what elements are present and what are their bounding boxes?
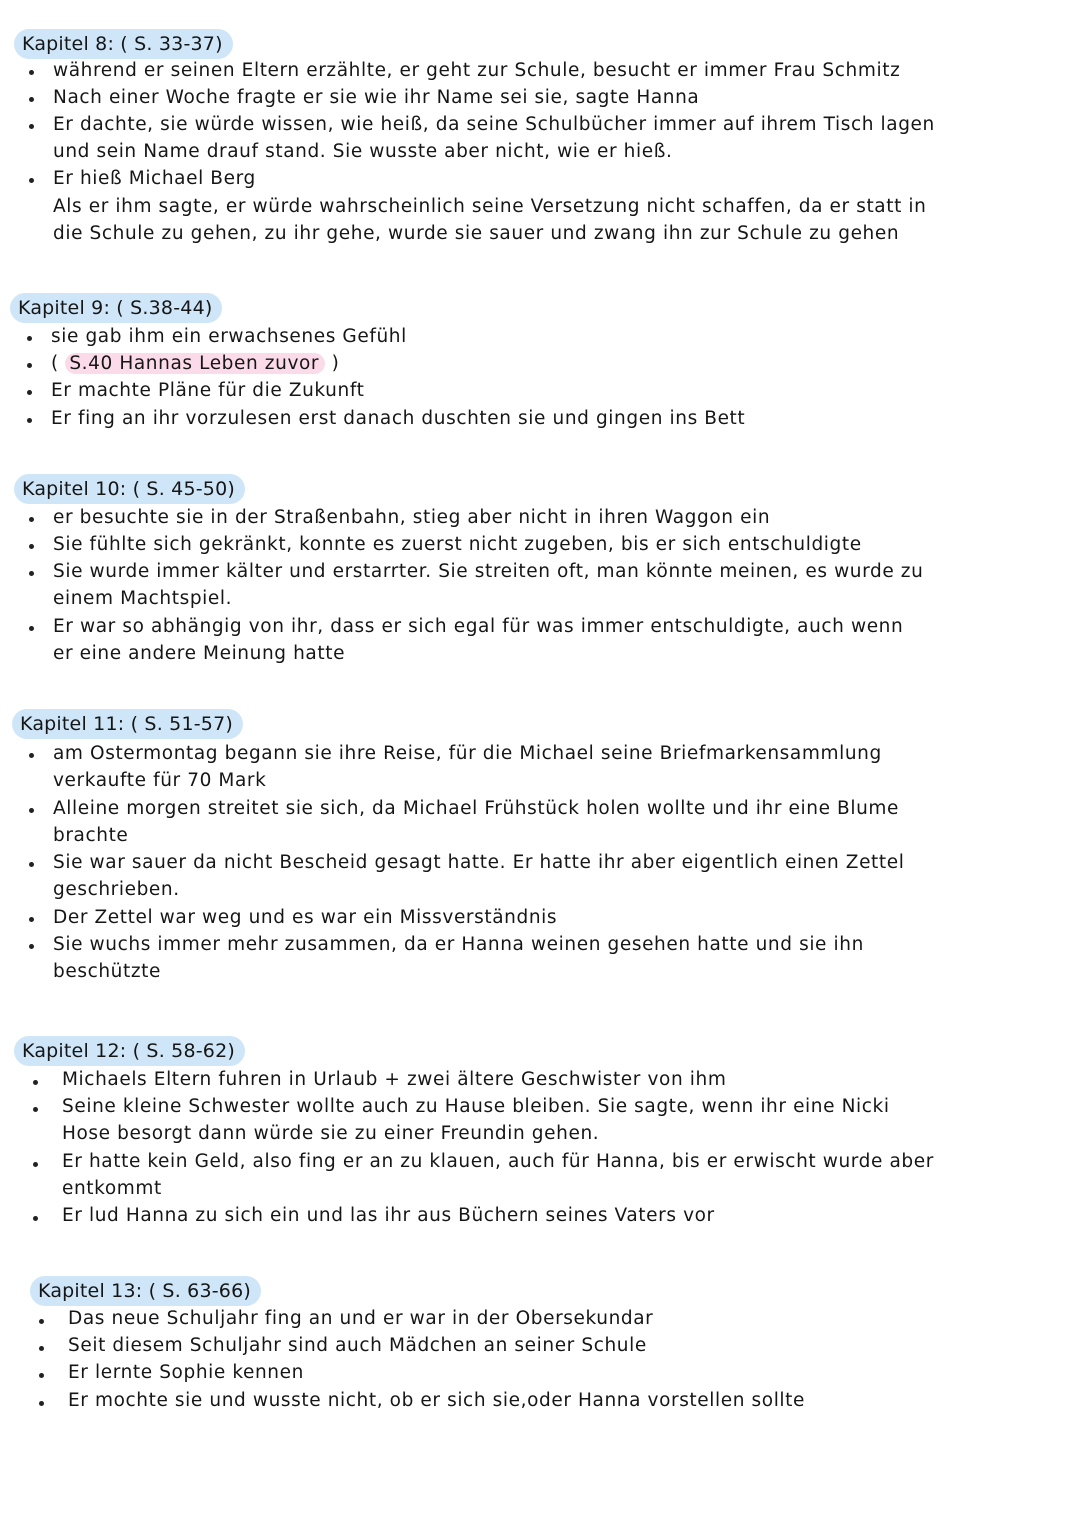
bullet-icon <box>27 336 32 341</box>
chapter-heading: Kapitel 9: ( S.38-44) <box>10 293 222 323</box>
bullet-icon <box>39 1346 44 1351</box>
note-line: Als er ihm sagte, er würde wahrscheinlich seine Versetzung nicht schaffen, da er statt in <box>53 196 927 217</box>
bullet-icon <box>29 808 34 813</box>
note-line: Alleine morgen streitet sie sich, da Michael Frühstück holen wollte und ihr eine Blume <box>53 798 899 819</box>
note-line: Sie wuchs immer mehr zusammen, da er Hanna weinen gesehen hatte und sie ihn <box>53 934 864 955</box>
bullet-icon <box>29 944 34 949</box>
note-line: Er lernte Sophie kennen <box>68 1362 304 1383</box>
bullet-icon <box>29 571 34 576</box>
note-line: Er machte Pläne für die Zukunft <box>51 380 365 401</box>
bullet-icon <box>29 544 34 549</box>
note-line: entkommt <box>62 1178 162 1199</box>
note-line: Der Zettel war weg und es war ein Missverständnis <box>53 907 558 928</box>
note-line: Er war so abhängig von ihr, dass er sich egal für was immer entschuldigte, auch wenn <box>53 616 904 637</box>
note-line: Michaels Eltern fuhren in Urlaub + zwei ältere Geschwister von ihm <box>62 1069 727 1090</box>
chapter-heading: Kapitel 11: ( S. 51-57) <box>12 709 243 739</box>
chapter-heading: Kapitel 8: ( S. 33-37) <box>14 29 233 59</box>
note-line: er besuchte sie in der Straßenbahn, stieg aber nicht in ihren Waggon ein <box>53 507 771 528</box>
bullet-icon <box>29 626 34 631</box>
note-line: während er seinen Eltern erzählte, er geht zur Schule, besucht er immer Frau Schmitz <box>53 60 901 81</box>
bullet-icon <box>39 1373 44 1378</box>
note-line: und sein Name drauf stand. Sie wusste aber nicht, wie er hieß. <box>53 141 673 162</box>
note-line-with-highlight <box>51 350 339 377</box>
bullet-icon <box>29 124 34 129</box>
note-line: sie gab ihm ein erwachsenes Gefühl <box>51 326 407 347</box>
note-line: Seit diesem Schuljahr sind auch Mädchen an seiner Schule <box>68 1335 647 1356</box>
close-paren: ) <box>331 353 340 374</box>
bullet-icon <box>29 862 34 867</box>
bullet-icon <box>39 1319 44 1324</box>
note-line: am Ostermontag begann sie ihre Reise, für die Michael seine Briefmarkensammlung <box>53 743 882 764</box>
note-line: Das neue Schuljahr fing an und er war in der Obersekundar <box>68 1308 654 1329</box>
note-line: Sie war sauer da nicht Bescheid gesagt hatte. Er hatte ihr aber eigentlich einen Zettel <box>53 852 905 873</box>
note-line: Hose besorgt dann würde sie zu einer Freundin gehen. <box>62 1123 600 1144</box>
note-line: Seine kleine Schwester wollte auch zu Hause bleiben. Sie sagte, wenn ihr eine Nicki <box>62 1096 890 1117</box>
note-line: Er hatte kein Geld, also fing er an zu klauen, auch für Hanna, bis er erwischt wurde aber <box>62 1151 934 1172</box>
note-line: einem Machtspiel. <box>53 588 233 609</box>
bullet-icon <box>29 178 34 183</box>
bullet-icon <box>33 1216 38 1221</box>
note-line: verkaufte für 70 Mark <box>53 770 267 791</box>
note-line: beschützte <box>53 961 161 982</box>
bullet-icon <box>39 1401 44 1406</box>
bullet-icon <box>33 1162 38 1167</box>
open-paren: ( <box>51 353 59 374</box>
note-line: Sie fühlte sich gekränkt, konnte es zuerst nicht zugeben, bis er sich entschuldigte <box>53 534 862 555</box>
chapter-heading: Kapitel 10: ( S. 45-50) <box>14 474 245 504</box>
note-line: die Schule zu gehen, zu ihr gehe, wurde sie sauer und zwang ihn zur Schule zu gehen <box>53 223 900 244</box>
highlighted-note: S.40 Hannas Leben zuvor <box>65 353 325 374</box>
bullet-icon <box>27 363 32 368</box>
bullet-icon <box>29 517 34 522</box>
note-line: Nach einer Woche fragte er sie wie ihr Name sei sie, sagte Hanna <box>53 87 700 108</box>
note-line: Er mochte sie und wusste nicht, ob er sich sie,oder Hanna vorstellen sollte <box>68 1390 806 1411</box>
note-line: Er fing an ihr vorzulesen erst danach duschten sie und gingen ins Bett <box>51 408 746 429</box>
note-line: Er lud Hanna zu sich ein und las ihr aus Büchern seines Vaters vor <box>62 1205 715 1226</box>
note-line: Er hieß Michael Berg <box>53 168 256 189</box>
note-line: Er dachte, sie würde wissen, wie heiß, da seine Schulbücher immer auf ihrem Tisch lagen <box>53 114 935 135</box>
bullet-icon <box>27 390 32 395</box>
chapter-heading: Kapitel 13: ( S. 63-66) <box>30 1276 261 1306</box>
note-line: Sie wurde immer kälter und erstarrter. Sie streiten oft, man könnte meinen, es wurde zu <box>53 561 924 582</box>
bullet-icon <box>29 70 34 75</box>
bullet-icon <box>29 97 34 102</box>
bullet-icon <box>27 418 32 423</box>
note-line: brachte <box>53 825 129 846</box>
chapter-heading: Kapitel 12: ( S. 58-62) <box>14 1036 245 1066</box>
bullet-icon <box>33 1107 38 1112</box>
note-line: geschrieben. <box>53 879 180 900</box>
note-line: er eine andere Meinung hatte <box>53 643 346 664</box>
bullet-icon <box>29 917 34 922</box>
bullet-icon <box>33 1080 38 1085</box>
bullet-icon <box>29 753 34 758</box>
